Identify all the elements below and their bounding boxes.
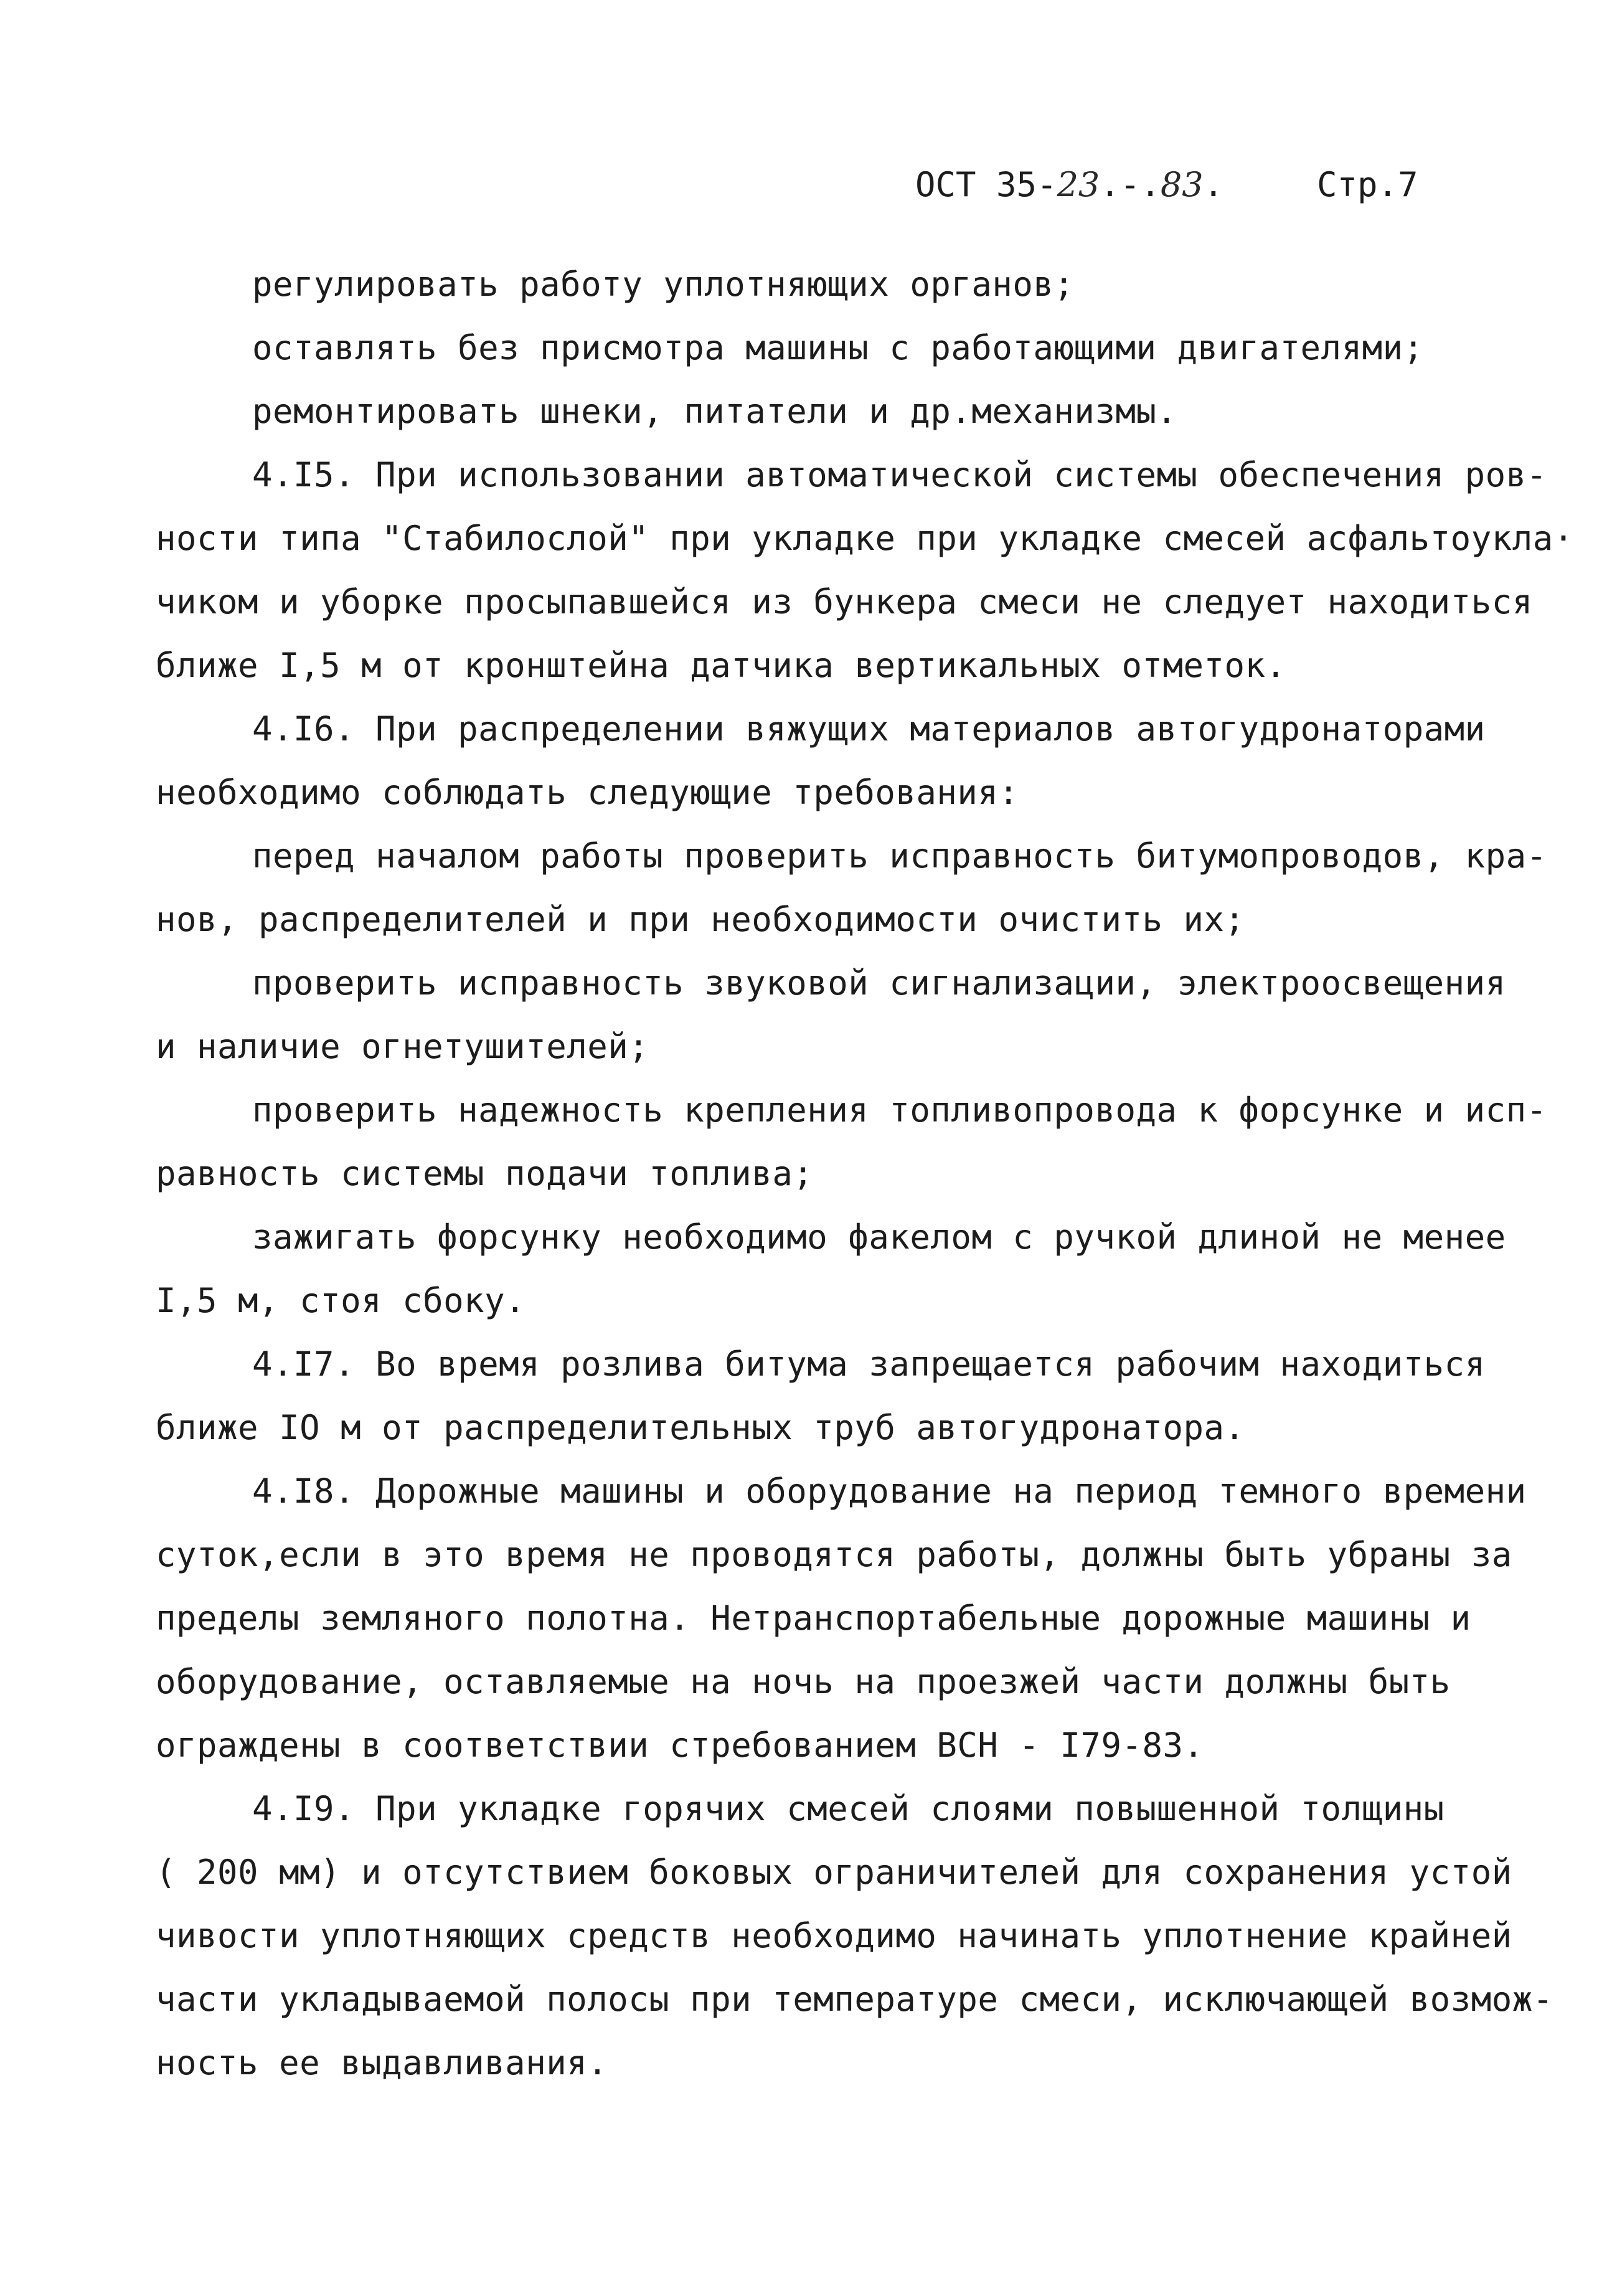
- text-line: I,5 м, стоя сбоку.: [156, 1281, 526, 1320]
- paragraph-start: 4.I5. При использовании автоматической системы обеспечения ров-: [252, 455, 1547, 494]
- text-line: зажигать форсунку необходимо факелом с ручкой длиной не менее: [252, 1217, 1506, 1257]
- page-header: [915, 165, 1538, 234]
- text-line: перед началом работы проверить исправность битумопроводов, кра-: [252, 836, 1547, 876]
- text-line: чиком и уборке просыпавшейся из бункера смеси не следует находиться: [156, 582, 1533, 621]
- text-line: ограждены в соответствии стребованием ВСН - I79-83.: [156, 1726, 1204, 1765]
- handwritten-number: 23: [1057, 165, 1100, 204]
- text-line: суток,если в это время не проводятся работы, должны быть убраны за: [156, 1535, 1512, 1574]
- document-code: ОСТ 35-23.-.83.: [915, 165, 1224, 204]
- text-line: ности типа "Стабилослой" при укладке при укладке смесей асфальтоукла·: [156, 519, 1574, 558]
- text-line: нов, распределителей и при необходимости очистить их;: [156, 900, 1245, 939]
- text-line: чивости уплотняющих средств необходимо начинать уплотнение крайней: [156, 1916, 1512, 1955]
- text-line: и наличие огнетушителей;: [156, 1027, 649, 1066]
- text-line: пределы земляного полотна. Нетранспортабельные дорожные машины и: [156, 1599, 1471, 1638]
- text-line: необходимо соблюдать следующие требования:: [156, 773, 1019, 812]
- paragraph-start: 4.I9. При укладке горячих смесей слоями повышенной толщины: [252, 1789, 1445, 1828]
- text-line: ближе I,5 м от кронштейна датчика вертикальных отметок.: [156, 646, 1286, 685]
- text-line: регулировать работу уплотняющих органов;: [252, 265, 1075, 304]
- text-line: оставлять без присмотра машины с работающими двигателями;: [252, 328, 1424, 367]
- handwritten-year: 83: [1160, 165, 1204, 204]
- text-line: проверить исправность звуковой сигнализации, электроосвещения: [252, 963, 1506, 1003]
- text-line: ремонтировать шнеки, питатели и др.механизмы.: [252, 392, 1177, 431]
- paragraph-start: 4.I7. Во время розлива битума запрещается рабочим находиться: [252, 1344, 1486, 1384]
- paragraph-start: 4.I8. Дорожные машины и оборудование на период темного времени: [252, 1472, 1527, 1511]
- text-line: оборудование, оставляемые на ночь на проезжей части должны быть: [156, 1662, 1451, 1701]
- text-line: проверить надежность крепления топливопровода к форсунке и исп-: [252, 1090, 1547, 1130]
- paragraph-start: 4.I6. При распределении вяжущих материалов автогудронаторами: [252, 709, 1486, 749]
- text-line: равность системы подачи топлива;: [156, 1154, 814, 1193]
- text-line: части укладываемой полосы при температуре смеси, исключающей возмож-: [156, 1980, 1553, 2019]
- text-line: ближе IO м от распределительных труб автогудронатора.: [156, 1408, 1245, 1447]
- text-line: ность ее выдавливания.: [156, 2043, 608, 2082]
- text-line: ( 200 мм) и отсутствием боковых ограничителей для сохранения устой: [156, 1853, 1512, 1892]
- page-number: Стр.7: [1317, 165, 1418, 204]
